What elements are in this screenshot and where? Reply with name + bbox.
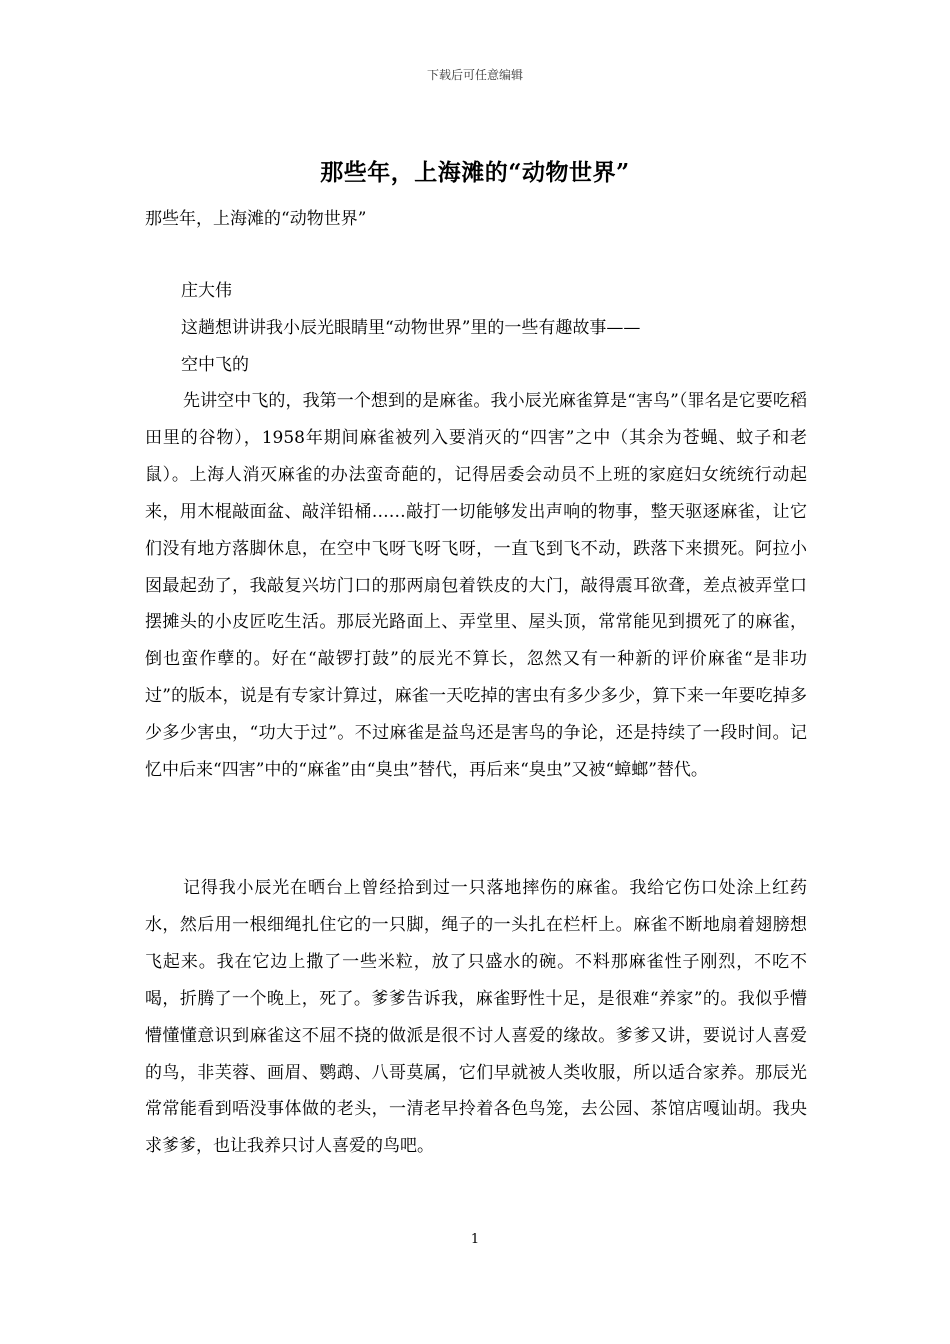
paragraph: 记得我小辰光在晒台上曾经拾到过一只落地摔伤的麻雀。我给它伤口处涂上红药水，然后用一根细绳扎住它的一只脚，绳子的一头扎在栏杆上。麻雀不断地扇着翅膀想飞起来。我在它边上撒了一些米粒，放了只盛水的碗。不料那麻雀性子刚烈，不吃不喝，折腾了一个晚上，死了。爹爹告诉我，麻雀野性十足，是很难“养家”的。我似乎懵懵懂懂意识到麻雀这不屈不挠的做派是很不讨人喜爱的缘故。爹爹又讲，要说讨人喜爱的鸟，非芙蓉、画眉、鹦鹉、八哥莫属，它们早就被人类收服，所以适合家养。那辰光常常能看到唔没事体做的老头，一清老早拎着各色鸟笼，去公园、茶馆店嘎讪胡。我央求爹爹，也让我养只讨人喜爱的鸟吧。 bbox=[145, 878, 807, 1157]
paragraph: 先讲空中飞的，我第一个想到的是麻雀。我小辰光麻雀算是“害鸟”（罪名是它要吃稻田里的谷物），1958年期间麻雀被列入要消灭的“四害”之中（其余为苍蝇、蚊子和老鼠）。上海人消灭麻雀的办法蛮奇葩的，记得居委会动员不上班的家庭妇女统统行动起来，用木棍敲面盆、敲洋铅桶……敲打一切能够发出声响的物事，整天驱逐麻雀，让它们没有地方落脚休息，在空中飞呀飞呀飞呀，一直飞到飞不动，跌落下来掼死。阿拉小囡最起劲了，我敲复兴坊门口的那两扇包着铁皮的大门，敲得震耳欲聋，差点被弄堂口摆摊头的小皮匠吃生活。那辰光路面上、弄堂里、屋头顶，常常能见到掼死了的麻雀，倒也蛮作孽的。好在“敲锣打鼓”的辰光不算长，忽然又有一种新的评价麻雀“是非功过”的版本，说是有专家计算过，麻雀一天吃掉的害虫有多少多少，算下来一年要吃掉多少多少害虫，“功大于过”。不过麻雀是益鸟还是害鸟的争论，还是持续了一段时间。记忆中后来“四害”中的“麻雀”由“臭虫”替代，再后来“臭虫”又被“蟑螂”替代。 bbox=[145, 391, 807, 781]
page-header-note: 下载后可任意编辑 bbox=[426, 68, 523, 82]
document-subtitle: 那些年，上海滩的“动物世界” bbox=[145, 209, 367, 229]
page-number: 1 bbox=[470, 1232, 480, 1247]
author-name: 庄大伟 bbox=[181, 281, 232, 301]
document-title: 那些年，上海滩的“动物世界” bbox=[320, 159, 630, 186]
section-heading: 空中飞的 bbox=[181, 355, 249, 375]
intro-line: 这趟想讲讲我小辰光眼睛里“动物世界”里的一些有趣故事—— bbox=[181, 318, 641, 338]
